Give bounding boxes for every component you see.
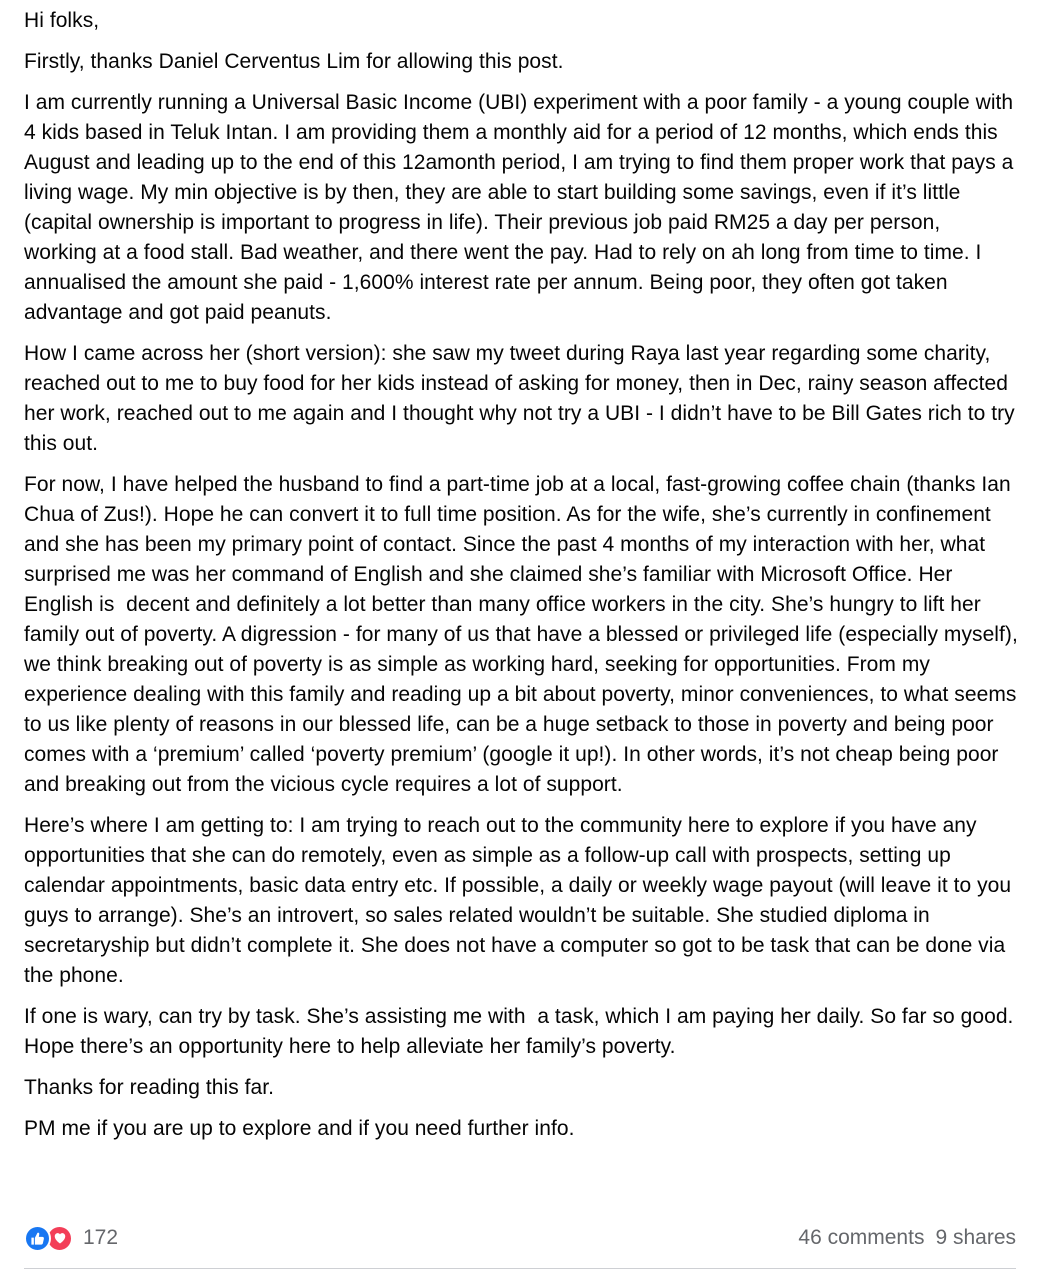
- footer-divider: [24, 1268, 1016, 1269]
- like-icon: [24, 1225, 51, 1252]
- post-paragraph: Firstly, thanks Daniel Cerventus Lim for allowing this post.: [24, 50, 564, 73]
- post-paragraph: For now, I have helped the husband to find a part-time job at a local, fast-growing coffee chain (thanks Ian Chua of Zus!). Hope he can convert it to full time position. As for the wife, she’s currently in confinement and she has been my primary point of contact. Since the past 4 months of my interaction with her, what surprised me was her command of English and she claimed she’s familiar with Microsoft Office. Her English is decent and definitely a lot better than many office workers in the city. She’s hungry to lift her family out of poverty. A digression - for many of us that have a blessed or privileged life (especially myself), we think breaking out of poverty is as simple as working hard, seeking for opportunities. From my experience dealing with this family and reading up a bit about poverty, minor conveniences, to what seems to us like plenty of reasons in our blessed life, can be a huge setback to those in poverty and being poor comes with a ‘premium’ called ‘poverty premium’ (google it up!). In other words, it’s not cheap being poor and breaking out from the vicious cycle requires a lot of support.: [24, 473, 1024, 796]
- post-body: [24, 6, 1024, 1155]
- post-paragraph: Here’s where I am getting to: I am trying to reach out to the community here to explore if you have any opportunities that she can do remotely, even as simple as a follow-up call with prospects, setting up calendar appointments, basic data entry etc. If possible, a daily or weekly wage payout (will leave it to you guys to arrange). She’s an introvert, so sales related wouldn’t be suitable. She studied diploma in secretaryship but didn’t complete it. She does not have a computer so got to be task that can be done via the phone.: [24, 814, 1018, 987]
- comments-count-link[interactable]: 46 comments: [798, 1226, 925, 1249]
- post-paragraph: Thanks for reading this far.: [24, 1076, 275, 1099]
- post-paragraph: Hi folks,: [24, 9, 100, 32]
- reaction-icons: [24, 1225, 73, 1252]
- reaction-count: 172: [83, 1226, 119, 1249]
- post-paragraph: PM me if you are up to explore and if you need further info.: [24, 1117, 575, 1140]
- reactions-summary[interactable]: [24, 1225, 118, 1252]
- post-stats: [798, 1226, 1016, 1250]
- shares-count-link[interactable]: 9 shares: [935, 1226, 1016, 1249]
- post-paragraph: How I came across her (short version): she saw my tweet during Raya last year regarding some charity, reached out to me to buy food for her kids instead of asking for money, then in Dec, rainy season affected her work, reached out to me again and I thought why not try a UBI - I didn’t have to be Bill Gates rich to try this out.: [24, 342, 1021, 455]
- post-paragraph: I am currently running a Universal Basic Income (UBI) experiment with a poor family - a young couple with 4 kids based in Teluk Intan. I am providing them a monthly aid for a period of 12 months, which ends this August and leading up to the end of this 12amonth period, I am trying to find them proper work that pays a living wage. My min objective is by then, they are able to start building some savings, even if it’s little (capital ownership is important to progress in life). Their previous job paid RM25 a day per person, working at a food stall. Bad weather, and there went the pay. Had to rely on ah long from time to time. I annualised the amount she paid - 1,600% interest rate per annum. Being poor, they often got taken advantage and got paid peanuts.: [24, 91, 1020, 324]
- post-paragraph: If one is wary, can try by task. She’s assisting me with a task, which I am paying her daily. So far so good. Hope there’s an opportunity here to help alleviate her family’s poverty.: [24, 1005, 1020, 1058]
- post-footer: [24, 1220, 1016, 1256]
